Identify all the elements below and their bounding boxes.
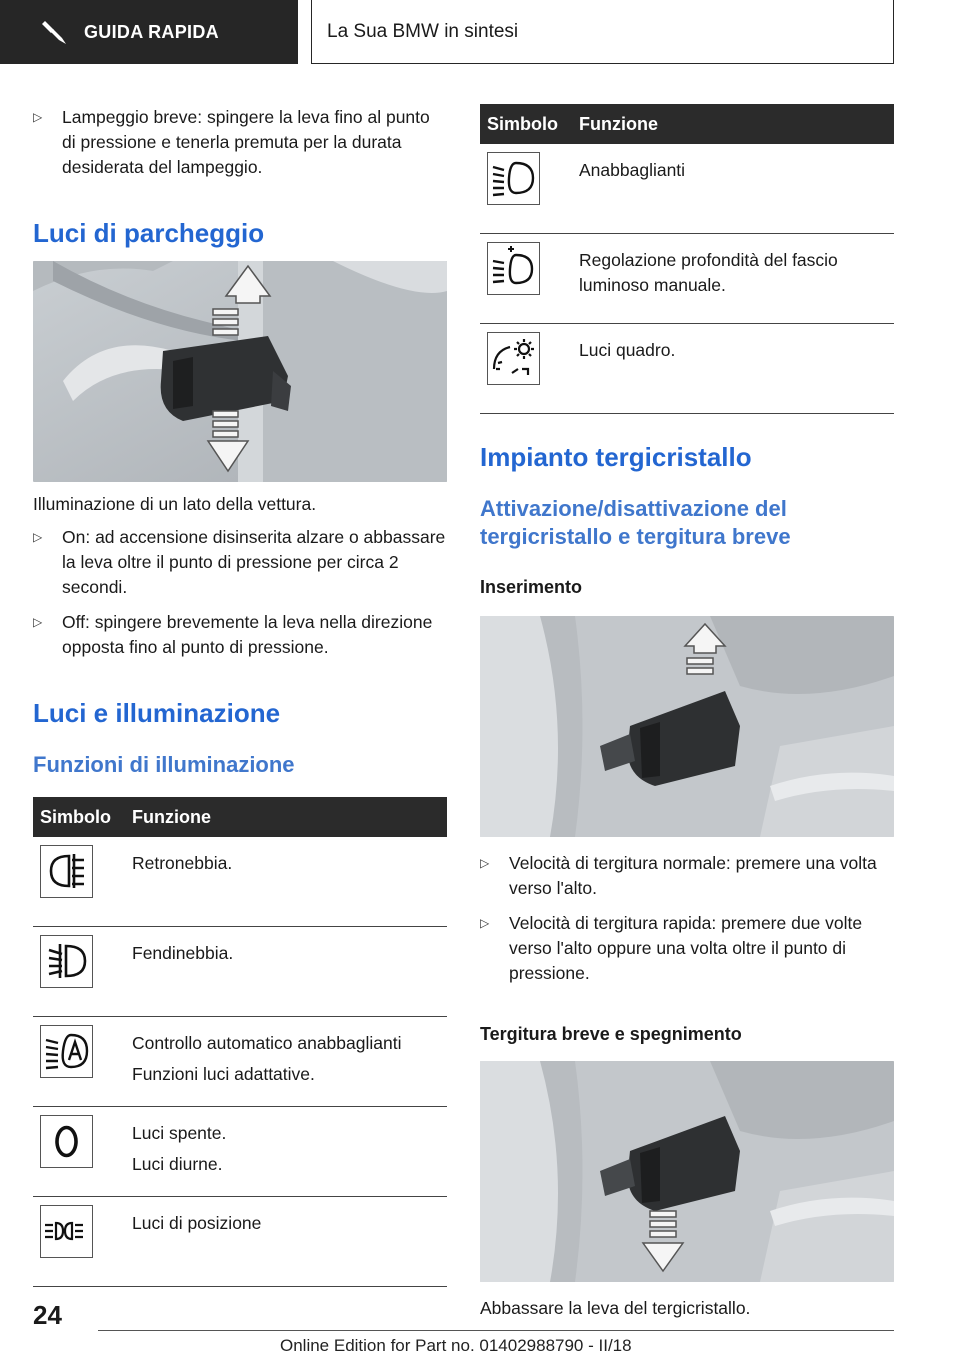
page-number: 24 (33, 1300, 62, 1330)
side-lights-icon (40, 1205, 93, 1258)
parking-light-lever-photo (33, 261, 447, 482)
low-beam-icon (487, 152, 540, 205)
section-heading: Impianto tergicristallo (480, 442, 752, 472)
list-item: ▷ Lampeggio breve: spingere la leva fino al punto di pressione e tenerla premuta per la durata desiderata del lampeggio. (33, 105, 447, 180)
function-cell: Luci di posizione (132, 1197, 447, 1287)
topic-heading: Tergitura breve e spegnimento (480, 1024, 742, 1044)
photo-caption: Abbassare la leva del tergicristallo. (480, 1298, 751, 1318)
section-heading: Luci di parcheggio (33, 218, 265, 248)
list-item: ▷ Off: spingere brevemente la leva nella direzione opposta fino al punto di pressione. (33, 610, 447, 660)
chapter-title: La Sua BMW in sintesi (327, 20, 519, 42)
edition-note: Online Edition for Part no. 01402988790 - II/18 (280, 1336, 632, 1355)
bullet-triangle-icon: ▷ (480, 856, 490, 870)
wiper-lever-down-photo (480, 1061, 894, 1282)
lighting-functions-table (33, 797, 447, 1287)
function-cell: Luci quadro. (579, 324, 894, 414)
function-cell: Luci spente. Luci diurne. (132, 1107, 447, 1197)
bullet-triangle-icon: ▷ (480, 916, 490, 930)
left-column (33, 105, 447, 1287)
section-tab[interactable] (0, 0, 298, 64)
table-row (33, 1197, 447, 1287)
list-item: ▷ Velocità di tergitura rapida: premere due volte verso l'alto oppure una volta oltre il punto di pressione. (480, 911, 894, 986)
auto-high-beam-icon (40, 1025, 93, 1078)
table-header-row: Simbolo Funzione (480, 104, 894, 144)
right-column (480, 104, 894, 1321)
footer-divider (98, 1330, 894, 1331)
chapter-header (311, 0, 894, 64)
photo-caption: Illuminazione di un lato della vettura. (33, 494, 317, 514)
table-row (33, 1107, 447, 1197)
table-row (480, 234, 894, 324)
section-heading: Luci e illuminazione (33, 698, 281, 728)
function-cell: Controllo automatico anabbaglianti Funzioni luci adattative. (132, 1017, 447, 1107)
rear-fog-light-icon (40, 845, 93, 898)
headlight-range-icon (487, 242, 540, 295)
quick-guide-icon (40, 17, 70, 47)
bullet-triangle-icon: ▷ (33, 615, 43, 629)
table-header-row: Simbolo Funzione (33, 797, 447, 837)
bullet-triangle-icon: ▷ (33, 530, 43, 544)
bullet-triangle-icon: ▷ (33, 110, 43, 124)
list-item: ▷ Velocità di tergitura normale: premere una volta verso l'alto. (480, 851, 894, 901)
function-cell: Regolazione profondità del fascio luminoso manuale. (579, 234, 894, 324)
lights-off-icon (40, 1115, 93, 1168)
instrument-lighting-icon (487, 332, 540, 385)
function-cell: Retronebbia. (132, 837, 447, 927)
table-row (33, 1017, 447, 1107)
section-title: GUIDA RAPIDA (84, 21, 219, 42)
table-row (33, 837, 447, 927)
front-fog-light-icon (40, 935, 93, 988)
table-row (480, 144, 894, 234)
lighting-functions-table-continued (480, 104, 894, 414)
topic-heading: Inserimento (480, 577, 583, 597)
function-cell: Fendinebbia. (132, 927, 447, 1017)
table-row (33, 927, 447, 1017)
list-item: ▷ On: ad accensione disinserita alzare o abbassare la leva oltre il punto di pressione per circa 2 secondi. (33, 525, 447, 600)
subsection-heading: Attivazione/disattivazione del tergicristallo e tergitura breve (480, 496, 791, 549)
wiper-lever-up-photo (480, 616, 894, 837)
subsection-heading: Funzioni di illuminazione (33, 752, 295, 777)
function-cell: Anabbaglianti (579, 144, 894, 234)
table-row (480, 324, 894, 414)
